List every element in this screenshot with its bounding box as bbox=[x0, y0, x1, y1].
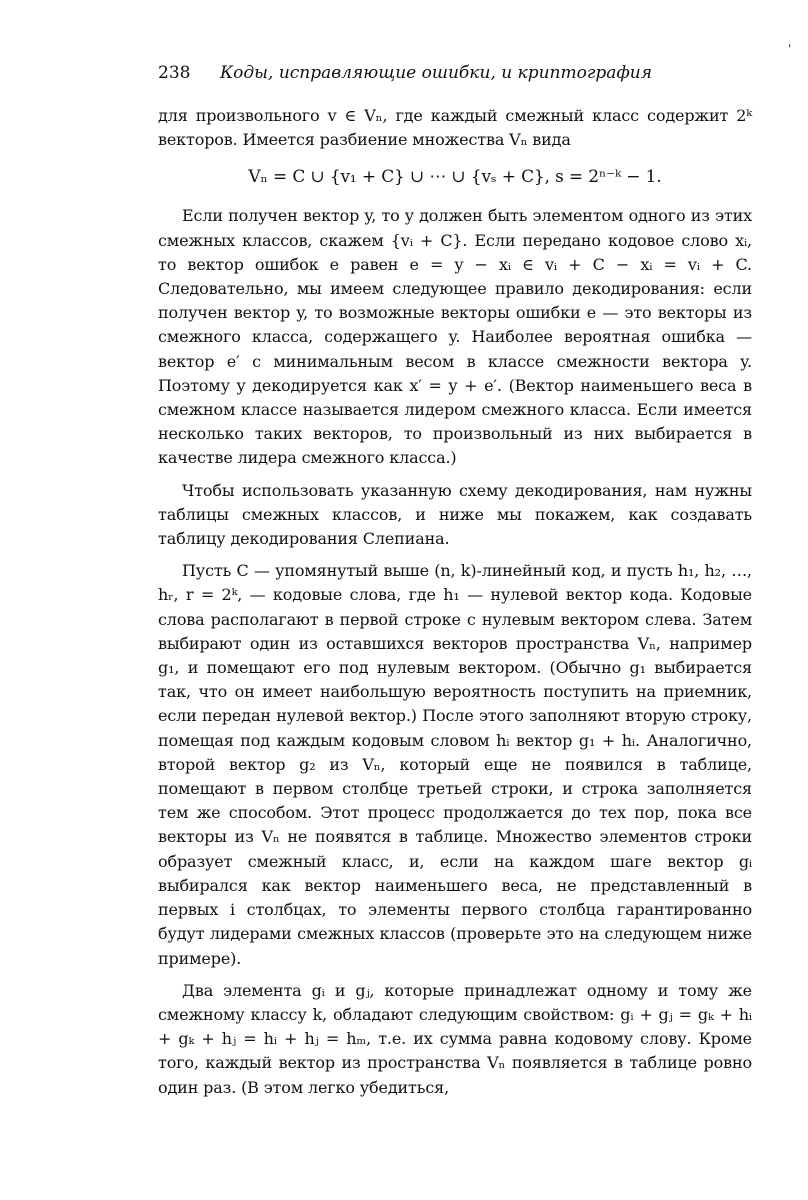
running-title: Коды, исправляющие ошибки, и криптография bbox=[220, 63, 652, 83]
partition-equation: Vₙ = C ∪ {v₁ + C} ∪ ⋯ ∪ {vₛ + C}, s = 2ⁿ⁻ᵏ − 1. bbox=[248, 167, 662, 188]
book-page bbox=[158, 58, 752, 1108]
paragraph-coset-property: Два элемента gᵢ и gⱼ, которые принадлежат одному и тому же смежному классу k, обладают следующим свойством: gᵢ + gⱼ = gₖ + hᵢ + gₖ + hⱼ = hᵢ + hⱼ = hₘ, т.е. их сумма равна кодовому слову. Кроме того, каждый вектор из пространства Vₙ появляется в таблице ровно один раз. (В этом легко убедиться, bbox=[158, 980, 752, 1097]
page-body bbox=[158, 104, 752, 1100]
paragraph-partition-intro: для произвольного v ∈ Vₙ, где каждый смежный класс содержит 2ᵏ векторов. Имеется разбиение множества Vₙ вида bbox=[158, 106, 752, 150]
page-number: 238 bbox=[158, 63, 191, 83]
page-edge-mark: ' bbox=[788, 42, 792, 56]
paragraph-coset-decoding: Если получен вектор y, то y должен быть элементом одного из этих смежных классов, скажем {vᵢ + C}. Если передано кодовое слово xᵢ, то вектор ошибок e равен e = y − xᵢ ∈ vᵢ + C − xᵢ = vᵢ + C. Следовательно, мы имеем следующее правило декодирования: если получен вектор y, то возможные векторы ошибки e — это векторы из смежного класса, содержащего y. Наиболее вероятная ошибка — вектор e′ с минимальным весом в классе смежности вектора y. Поэтому y декодируется как x′ = y + e′. (Вектор наименьшего веса в смежном классе называется лидером смежного класса. Если имеется несколько таких векторов, то произвольный из них выбирается в качестве лидера смежного класса.) bbox=[158, 206, 752, 468]
running-head bbox=[158, 58, 752, 88]
paragraph-table-construction: Пусть C — упомянутый выше (n, k)-линейный код, и пусть h₁, h₂, …, hᵣ, r = 2ᵏ, — кодовые слова, где h₁ — нулевой вектор кода. Кодовые слова располагают в первой строке с нулевым вектором слева. Затем выбирают один из оставшихся векторов пространства Vₙ, например g₁, и помещают его под нулевым вектором. (Обычно g₁ выбирается так, что он имеет наибольшую вероятность поступить на приемник, если передан нулевой вектор.) После этого заполняют вторую строку, помещая под каждым кодовым словом hᵢ вектор g₁ + hᵢ. Аналогично, второй вектор g₂ из Vₙ, который еще не появился в таблице, помещают в первом столбце третьей строки, и строка заполняется тем же способом. Этот процесс продолжается до тех пор, пока все векторы из Vₙ не появятся в таблице. Множество элементов строки образует смежный класс, и, если на каждом шаге вектор gᵢ выбирался как вектор наименьшего веса, не представленный в первых i столбцах, то элементы первого столбца гарантированно будут лидерами смежных классов (проверьте это на следующем ниже примере). bbox=[158, 561, 752, 968]
paragraph-slepian-intro: Чтобы использовать указанную схему декодирования, нам нужны таблицы смежных классов, и ниже мы покажем, как создавать таблицу декодирования Слепиана. bbox=[158, 480, 752, 549]
